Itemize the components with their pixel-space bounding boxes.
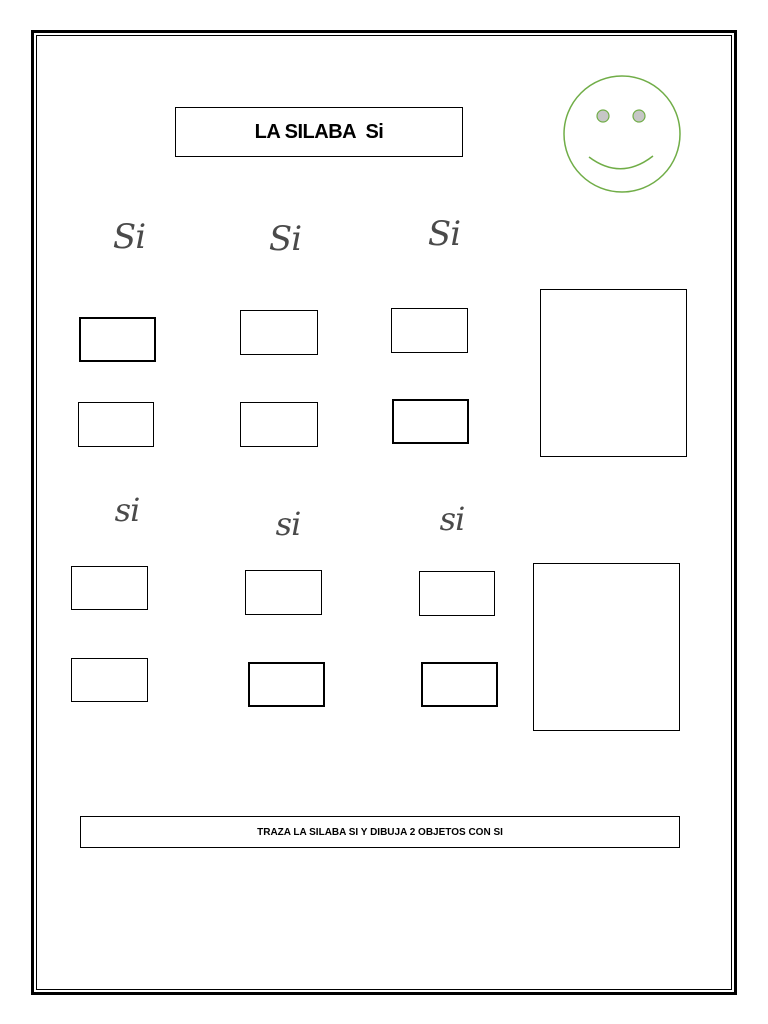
cursive-sample-lower: si bbox=[114, 491, 140, 529]
title-box bbox=[175, 107, 463, 157]
drawing-box bbox=[533, 563, 680, 731]
cursive-sample-lower: si bbox=[439, 500, 465, 538]
instruction-box bbox=[80, 816, 680, 848]
trace-box bbox=[71, 566, 148, 610]
trace-box bbox=[71, 658, 148, 702]
instruction-text: TRAZA LA SILABA SI Y DIBUJA 2 OBJETOS CON SI bbox=[257, 826, 503, 838]
trace-box bbox=[391, 308, 468, 353]
smiley-face-outline bbox=[564, 76, 680, 192]
worksheet-title: LA SILABA Si bbox=[254, 120, 384, 143]
cursive-sample-upper: Si bbox=[112, 217, 146, 257]
trace-box bbox=[78, 402, 154, 447]
cursive-sample-upper: Si bbox=[427, 214, 461, 254]
trace-box bbox=[240, 310, 318, 355]
smiley-eye-right bbox=[633, 110, 645, 122]
drawing-box bbox=[540, 289, 687, 457]
trace-box bbox=[245, 570, 322, 615]
trace-box bbox=[79, 317, 156, 362]
cursive-sample-lower: si bbox=[275, 505, 301, 543]
trace-box bbox=[392, 399, 469, 444]
smiley-face-icon bbox=[560, 72, 684, 196]
smiley-mouth bbox=[589, 156, 653, 169]
smiley-eye-left bbox=[597, 110, 609, 122]
cursive-sample-upper: Si bbox=[268, 219, 302, 259]
trace-box bbox=[248, 662, 325, 707]
trace-box bbox=[419, 571, 495, 616]
trace-box bbox=[421, 662, 498, 707]
trace-box bbox=[240, 402, 318, 447]
